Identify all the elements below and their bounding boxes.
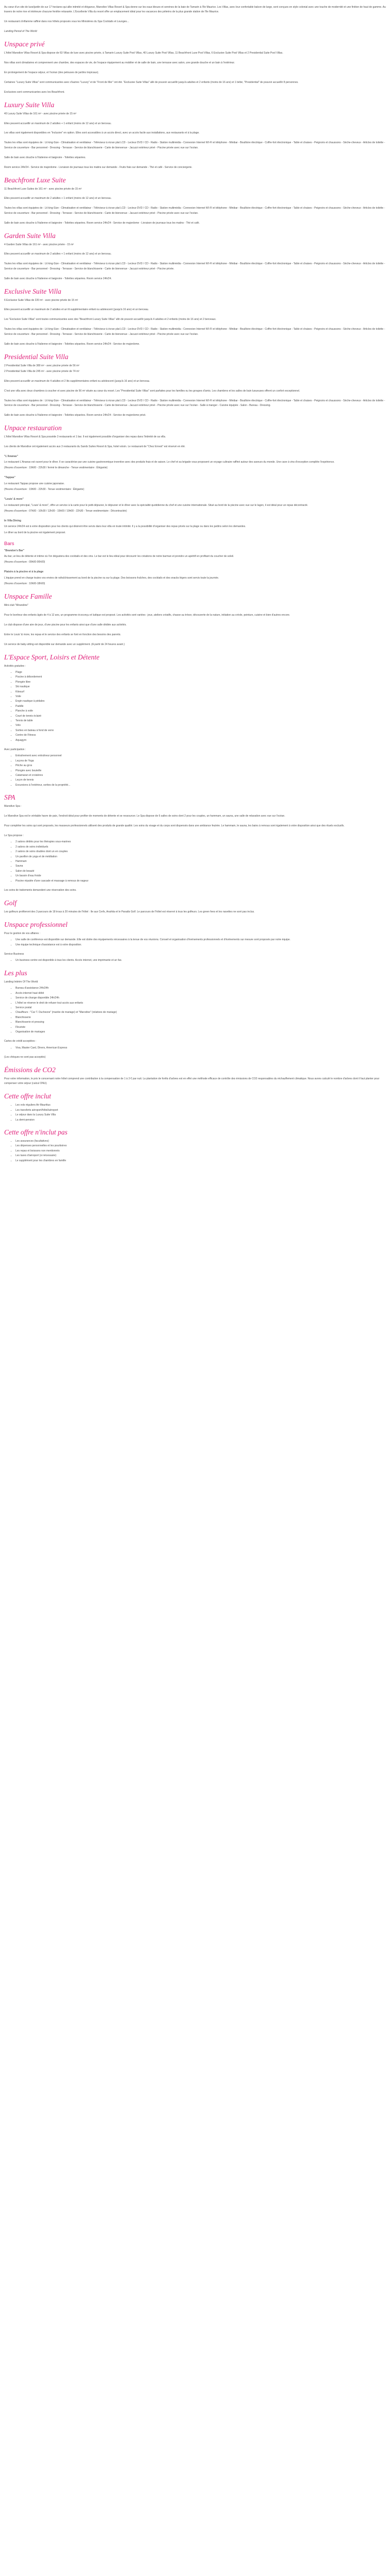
section-title-luxury: Luxury Suite Villa bbox=[4, 100, 55, 109]
paragraph: L'hôtel Marodive Villas Resort & Spa dispose de 63 Villas de luxe avec piscine privée, à Tamarin Luxury Suite Pool Villas, 40 Luxury Suite Pool Villas, 11 Beachfront Luxe Pool Villas, 6 Exclusive Suite Pool Villas et 2 Presidential Suite Pool Villas. bbox=[4, 52, 283, 55]
paragraph: Les golfeurs profiteront des 3 parcours de 18 trous à 20 minutes de l'hôtel : Ile aux Cerfs, Anahita et le Paradis Golf. Le parcours de l'hôtel est réservé à tous les golfeurs. Les green fees et les navettes ne sont pas inclus. bbox=[4, 910, 255, 913]
list-item: • Une équipe technique d'assistance est à votre disposition. bbox=[15, 943, 387, 947]
list-item: • Planche à voile bbox=[15, 709, 387, 714]
paragraph: (Heures d'ouverture : 07h00 - 10h30 / 12h00 - 15h00 / 19h00 - 22h30 - Tenue vestimentaire : Décontractée) bbox=[4, 509, 127, 513]
paragraph: Elles peuvent accueillir un maximum de 2 adultes + 1 enfant (moins de 12 ans) et un berceau. bbox=[4, 197, 112, 200]
paragraph: Salle de bain avec douche à l'italienne et baignoire - Toilettes séparées. Room service 24h/24 - Service de majordome - Livraison de journaux tous les matins - Thé et café. bbox=[4, 221, 200, 225]
paragraph: (Les chèques ne sont pas acceptés) bbox=[4, 1056, 46, 1059]
list-item: • Paddle bbox=[15, 704, 387, 709]
paragraph: (Heures d'ouverture : 09h00-00h00) bbox=[4, 561, 45, 564]
paid-activities-list bbox=[4, 754, 387, 788]
paragraph: Le restaurant Tappas propose une cuisine japonaise. bbox=[4, 482, 65, 485]
list-item: • Visa, Master Card, Diners, American Express bbox=[15, 1046, 387, 1050]
paragraph: Le Marodive Spa est le véritable havre de paix, l'endroit idéal pour profiter de moments de détente et se ressourcer. Le Spa dispose de 6 salles de soins dont 2 pour les couples, un hammam, un sauna, une salle de relaxation avec vue sur l'océan. bbox=[4, 815, 285, 818]
paragraph: Pour compléter les soins qui sont proposés, les masseurs professionnels utilisent des produits de grande qualité. Les soins du visage et du corps sont dispensés dans une ambiance feutrée. Le hammam, le sauna, les bains à remous sont également à votre disposition ainsi que des rituels exclusifs. bbox=[4, 824, 345, 828]
paragraph: Entre le Louis' & more, les repas et le service des enfants se font en fonction des besoins des parents. bbox=[4, 633, 121, 636]
paragraph: Le dîner au bord de la piscine est également proposé. bbox=[4, 531, 66, 534]
section-title-space: Unspace privé bbox=[4, 40, 45, 48]
list-item: • Les transferts aéroport/hôtel/aéroport bbox=[15, 1108, 387, 1113]
list-item: • Catamaran et croisières bbox=[15, 773, 387, 778]
not-included-list bbox=[4, 1139, 387, 1163]
paragraph: Salle de bain avec douche à l'italienne et baignoire - Toilettes séparées. Room service 24h/24 - Service de majordome privé. bbox=[4, 413, 146, 417]
professional-list bbox=[4, 938, 387, 947]
paragraph: (Heures d'ouverture : 10h00-18h00) bbox=[4, 582, 45, 586]
list-item: • Kitesurf bbox=[15, 690, 387, 694]
list-item: • Sorties en bateau à fond de verre bbox=[15, 728, 387, 733]
list-item: • Engin nautique à pédales bbox=[15, 699, 387, 704]
section-title-garden: Garden Suite Villa bbox=[4, 231, 56, 240]
spa-list bbox=[4, 840, 387, 884]
paragraph: Les "Exclusive Suite Villas" sont toutes communicantes avec des "Beachfront Luxury Suite Villas" afin de pouvoir accueillir jusqu'à 4 adultes et 2 enfants (moins de 16 ans) et 2 berceaux. bbox=[4, 318, 217, 321]
paragraph: Le club dispose d'une aire de jeux, d'une piscine pour les enfants ainsi que d'une salle dédiée aux activités. bbox=[4, 623, 127, 626]
section-title-beachfront: Beachfront Luxe Suite bbox=[4, 176, 66, 184]
list-item: • Hammam bbox=[15, 859, 387, 864]
list-item: • Sauna bbox=[15, 864, 387, 869]
list-item: • Vélo bbox=[15, 723, 387, 728]
list-item: • Fleuriste bbox=[15, 1025, 387, 1030]
paragraph: Pour le bonheur des enfants âgés de 4 à 12 ans, un programme écoconçu et ludique est proposé. Les activités sont variées : jeux, ateliers créatifs, chasse au trésor, découverte de la nature, initiation au créole, peinture, cuisine et bien d'autres encore. bbox=[4, 613, 290, 617]
paragraph: Toutes les villas sont équipées de : Lit king-Size - Climatisation et ventilateur - Téléviseur à écran plat LCD - Lecteur DVD / CD - Radio - Station multimédia - Connexion Internet WI-FI et téléphone - Minibar - Bouilloire électrique - Coffre-fort électronique - Table et chaises - Peignoirs et chaussons - Sèche-cheveux - Articles de toilette - Service de couverture - Bar personnel - Dressing - Terrasse - Service de blanchisserie - Carte de bienvenue - Jacuzzi extérieur privé - Piscine privée. bbox=[4, 262, 385, 270]
subtitle: 2 Presidential Suite Villa de 245 m² - avec piscine privée de 74 m² bbox=[4, 369, 79, 373]
list-item: • Un bassin d'eau froide bbox=[15, 874, 387, 878]
paragraph: Elles peuvent accueillir un maximum de 2 adultes et un lit supplémentaire enfant ou adolescent (jusqu'à 16 ans) et un berceau. bbox=[4, 308, 149, 312]
section-title-professional: Unspace professionnel bbox=[4, 920, 68, 928]
intro-paragraph: Au cœur d'un site de luxe/jardin de sur 17 hectares qui allie intimité et élégance, Marodive Villas Resort & Spa donne sur les eaux bleues et sereines de la baie de Tamarin à l'Ile Maurice. Les Villas, avec leur confortable balcon de large, sont conçues en style colonial avec une touche de modernité et une finition de haut de gamme. Au travers de notre rive et intérieure chacune fenêtre relaxante. L'Excellente Villa du resort offre un emplacement idéal pour les vacances des pèlerins de la plus grande station de l'Ile Maurice. bbox=[4, 6, 386, 14]
subtitle: Landing Intérim Of The World bbox=[4, 980, 38, 984]
cards-list bbox=[4, 1046, 387, 1050]
subtitle: 11 Beachfront Luxe Suites de 161 m² - avec piscine privée de 15 m² bbox=[4, 187, 82, 191]
paragraph: Le restaurant L'Ananas est ouvert pour le dîner. Il se caractérise par une cuisine gastronomique inventive avec des produits frais et de saison. Le chef et sa brigade vous proposent un voyage culinaire raffiné autour des saveurs du monde. Une cave à vins d'exception complète l'expérience. bbox=[4, 461, 335, 464]
paragraph: (Heures d'ouverture : 19h00 - 22h30 - Tenue vestimentaire : Élégante) bbox=[4, 488, 85, 492]
paragraph: Nos villas sont climatisées et comprennent une chambre, des espaces de vie, de l'espace équipement au mobilier et de salle de bain, une terrasse avec salon, une grande douche et un bain à l'extérieur. bbox=[4, 61, 235, 65]
paragraph: Pour votre information, le prix le concernant notre hôtel comprend une contribution à la compensation de 1 à 3 € par nuit. La plantation de forêts d'arbres est en effet une méthode efficace de contrôle des émissions de CO2 responsables du réchauffement climatique. Nous avons calculé le nombre d'arbres dont il faut planter pour compenser votre séjour (calcul ONU). bbox=[4, 1077, 380, 1086]
paragraph: Salle de bain avec douche à l'italienne et baignoire - Toilettes séparées. Room service 24h/24 - Service de majordome. bbox=[4, 342, 140, 346]
paragraph: Room service 24h/24 - Service de majordome - Livraison de journaux tous les matins sur demande - Fruits frais sur demande - Thé et café - Service de conciergerie. bbox=[4, 165, 192, 169]
list-item: • Les repas et boissons non mentionnés bbox=[15, 1149, 387, 1154]
paragraph: Le restaurant principal, "Louis' & more", offre un service à la carte pour le petit-déjeuner, le déjeuner et le dîner avec la spécialité quotidienne du chef et une cuisine internationale. Situé au bord de la piscine avec vue sur le lagon, il est idéal pour un repas décontracté. bbox=[4, 503, 308, 507]
paragraph: Toutes les villas sont équipées de : Lit king-Size - Climatisation et ventilateur - Téléviseur à écran plat LCD - Lecteur DVD / CD - Radio - Station multimédia - Connexion Internet WI-FI et téléphone - Minibar - Bouilloire électrique - Coffre-fort électronique - Table et chaises - Peignoirs et chaussons - Sèche-cheveux - Articles de toilette - Service de couverture - Bar personnel - Dressing - Terrasse - Service de blanchisserie - Carte de bienvenue - Jacuzzi extérieur privé - Piscine privée avec vue sur l'océan - Salle à manger - Cuisine équipée - Salon - Bureau - Dressing. bbox=[4, 399, 385, 408]
list-item: • 2 salons de soins doubles dont un en couples bbox=[15, 850, 387, 854]
paragraph: Exclusives sont communicantes avec les Beachfront. bbox=[4, 90, 65, 94]
subtitle: Service Business bbox=[4, 953, 24, 956]
paragraph: L'équipe prend en charge toutes vos envies de rafraîchissement au bord de la piscine ou sur la plage. Des boissons fraîches, des cocktails et des snacks légers sont servis toute la journée. bbox=[4, 576, 219, 580]
paragraph: Les soins de traitements demandent une réservation des soins. bbox=[4, 889, 77, 892]
paragraph: Salle de bain avec douche à l'italienne et baignoire - Toilettes séparées. Room service 24h/24. bbox=[4, 277, 112, 280]
list-item: • Voile bbox=[15, 694, 387, 699]
list-item: • Plongée avec bouteille bbox=[15, 769, 387, 773]
paragraph: Les villas sont également disponibles en "Inclusive" en option. Elles sont accessibles à un accès direct, avec un accès facile aux installations, aux restaurants et à la plage. bbox=[4, 131, 200, 135]
list-item: • Bureau d'assistance 24h/24h bbox=[15, 986, 387, 991]
section-title-included: Cette offre inclut bbox=[4, 1092, 51, 1100]
list-item: • Piscine réputée d'une cascade et massage à remous de nageur bbox=[15, 879, 387, 884]
list-item: • Plongée libre bbox=[15, 680, 387, 685]
section-title-spa: SPA bbox=[4, 793, 15, 802]
section-title-restaurant: Unpace restauration bbox=[4, 423, 62, 432]
paragraph: En prolongement de l'espace séjour, et l'océan (des pelouses de jardins tropicaux). bbox=[4, 71, 99, 74]
list-item: • Le séjour dans la Luxury Suite Villa bbox=[15, 1113, 387, 1117]
list-item: • Leçons de Yoga bbox=[15, 759, 387, 764]
list-item: • Salon de beauté bbox=[15, 869, 387, 874]
list-item: • Le supplément pour les chambres en famille bbox=[15, 1159, 387, 1163]
bar-name: Plaisirs à la piscine et à la plage bbox=[4, 570, 44, 574]
restaurant-name: "Louis' & more" bbox=[4, 498, 24, 501]
section-title-family: Unspace Famille bbox=[4, 592, 52, 600]
paragraph: Salle de bain avec douche à l'italienne et baignoire - Toilettes séparées. bbox=[4, 156, 86, 159]
paragraph: Toutes les villas sont équipées de : Lit king-Size - Climatisation et ventilateur - Téléviseur à écran plat LCD - Lecteur DVD / CD - Radio - Station multimédia - Connexion Internet WI-FI et téléphone - Minibar - Bouilloire électrique - Coffre-fort électronique - Table et chaises - Peignoirs et chaussons - Sèche-cheveux - Articles de toilette - Service de couverture - Bar personnel - Dressing - Terrasse - Service de blanchisserie - Carte de bienvenue - Jacuzzi extérieur privé - Piscine privée avec vue sur l'océan. bbox=[4, 207, 385, 215]
paragraph: Toutes les villas sont équipées de : Lit king-Size - Climatisation et ventilateur - Téléviseur à écran plat LCD - Lecteur DVD / CD - Radio - Station multimédia - Connexion Internet WI-FI et téléphone - Minibar - Bouilloire électrique - Coffre-fort électronique - Table et chaises - Peignoirs et chaussons - Sèche-cheveux - Articles de toilette - Service de couverture - Bar personnel - Dressing - Terrasse - Service de blanchisserie - Carte de bienvenue - Jacuzzi extérieur privé - Piscine privée avec vue sur l'océan. bbox=[4, 328, 385, 336]
list-item: • Les assurances (facultatives) bbox=[15, 1139, 387, 1144]
list-item: • Les taxes d'aéroport (si nécessaire) bbox=[15, 1154, 387, 1158]
list-item: • 2 salons de soins individuels bbox=[15, 845, 387, 850]
paragraph: Pour le gestion de vos affaires : bbox=[4, 931, 40, 935]
paragraph: Au bar, un lieu de détente et intime où l'on dégustera des cocktails et des vins. Le bar est le lieu idéal pour découvrir les créations de notre barman et prendre un apéritif en profitant du coucher de soleil. bbox=[4, 554, 234, 558]
intro-label: Landing Period of The World bbox=[4, 30, 37, 33]
list-item: • Chauffeurs : "Car T. Duchesne" (mariée de mariage) et "Marodive" (relatives de mariage) bbox=[15, 1010, 387, 1015]
paragraph: Toutes les villas sont équipées de : Lit king-Size - Climatisation et ventilateur - Téléviseur à écran plat LCD - Lecteur DVD / CD - Radio - Station multimédia - Connexion Internet WI-FI et téléphone - Minibar - Bouilloire électrique - Coffre-fort électronique - Table et chaises - Peignoirs et chaussons - Sèche-cheveux - Articles de toilette - Service de couverture - Bar personnel - Dressing - Terrasse - Service de blanchisserie - Carte de bienvenue - Jacuzzi extérieur privé - Piscine privée avec vue sur l'océan. bbox=[4, 141, 385, 149]
section-title-extras: Les plus bbox=[4, 969, 27, 977]
paragraph: Elles peuvent accueillir un maximum de 2 adultes + 1 enfant (moins de 12 ans) et un berceau. bbox=[4, 252, 112, 256]
subtitle: 4 Garden Suite Villas de 161 m² - avec piscine privée - 15 m² bbox=[4, 243, 74, 246]
paragraph: Cartes de crédit acceptées : bbox=[4, 1040, 37, 1043]
paragraph: Un service de baby-sitting est disponible sur demande avec un supplément. (A partir de 24 heures avant.) bbox=[4, 642, 125, 646]
subtitle: 6 Exclusive Suite Villas de 220 m² - avec piscine privée de 15 m² bbox=[4, 298, 78, 302]
list-item: • Un pavillon de yoga et de méditation bbox=[15, 855, 387, 859]
section-title-exclusive: Exclusive Suite Villa bbox=[4, 287, 61, 295]
subtitle: Mini-club "Mirandine" bbox=[4, 603, 28, 607]
list-item: • Tennis de table bbox=[15, 719, 387, 723]
list-item: • Blanchisserie et pressing bbox=[15, 1020, 387, 1025]
list-item: • Blanchisserie bbox=[15, 1015, 387, 1020]
list-item: • Excursions à l'extérieur, sorties de la propriété... bbox=[15, 783, 387, 788]
extras-list bbox=[4, 986, 387, 1035]
subtitle: Le Spa propose : bbox=[4, 834, 24, 837]
section-title-sport: L'Espace Sport, Loisirs et Détente bbox=[4, 653, 100, 661]
list-item: • Piscine à débordement bbox=[15, 675, 387, 680]
subtitle: Marodive Spa : bbox=[4, 805, 22, 808]
list-item: • Entraînement avec entraîneur personnel bbox=[15, 754, 387, 758]
list-item: • Pêche au gros bbox=[15, 764, 387, 768]
list-item: • Les vols réguliers Air Mauritius bbox=[15, 1103, 387, 1108]
paragraph: Un service 24h/24 est à votre disposition pour les clients qui désirent être servis dans leur villa en toute intimité. Il y a la possibilité d'organiser des repas privés sur la plage ou dans les jardins selon les demandes. bbox=[4, 525, 246, 529]
list-item: • 2 salons dédiés pour les thérapies sous-marines bbox=[15, 840, 387, 844]
list-item: • L'hôtel se réserve le droit de refuser tout accès aux enfants bbox=[15, 1001, 387, 1006]
paragraph: (Heures d'ouverture : 19h00 - 22h30 / fermé le dimanche - Tenue vestimentaire : Élégante) bbox=[4, 466, 108, 470]
list-item: • Les dépenses personnelles et les pourboires bbox=[15, 1144, 387, 1148]
paragraph: L'hôtel Marodive Villas Resort & Spa possède 3 restaurants et 1 bar. Il est également possible d'organiser des repas dans l'intimité de sa villa. bbox=[4, 435, 166, 438]
list-item: • Un business centre est disponible à tous les clients. Accès internet, une imprimante et un fax. bbox=[15, 958, 387, 963]
paragraph: Elles peuvent accueillir un maximum de 4 adultes et 2 lits supplémentaires enfant ou adolescent (jusqu'à 16 ans) et un berceau. bbox=[4, 379, 150, 383]
section-title-presidential: Presidential Suite Villa bbox=[4, 352, 69, 361]
list-item: • Une salle de conférence est disponible sur demande. Elle est dotée des équipements nécessaires à la tenue de vos réunions. Conseil et organisation d'événements professionnels et d'événements sur mesure sont proposés par notre équipe. bbox=[15, 938, 387, 942]
section-title-not-included: Cette offre n'inclut pas bbox=[4, 1128, 68, 1136]
list-item: • Centre de Fitness bbox=[15, 733, 387, 738]
list-item: • Ski nautique bbox=[15, 685, 387, 689]
subtitle: Avec participation : bbox=[4, 748, 26, 751]
restaurant-name: In Villa Dining bbox=[4, 519, 21, 522]
list-item: • Accès internet haut débit bbox=[15, 991, 387, 996]
intro-paragraph: Un restaurant s'inflamme raffiné dans nos hôtels proposés vous les Ministères du Spa Cocktails et Lounges... bbox=[4, 20, 129, 24]
restaurant-name: "L'Ananas" bbox=[4, 454, 19, 458]
list-item: • Organisation de mariages bbox=[15, 1030, 387, 1035]
restaurant-name: "Tappas" bbox=[4, 476, 15, 480]
business-list bbox=[4, 958, 387, 963]
list-item: • Court de tennis éclairé bbox=[15, 714, 387, 719]
paragraph: Certaines "Luxury Suite Villas" sont communicantes avec d'autres "Luxury" et de "Front de Mer" ont été. "Exclusive Suite Villas" allé de pouvoir accueillir jusqu'à adultes et 2 enfants (moins de 16 ans) et 1 bébé, "Presidential" de pouvoir accueillir 8 personnes. bbox=[4, 80, 299, 84]
list-item: • La demi-pension bbox=[15, 1118, 387, 1123]
list-item: • Service postal bbox=[15, 1006, 387, 1010]
bars-heading: Bars bbox=[4, 540, 14, 547]
subtitle: Activités gratuites : bbox=[4, 664, 26, 668]
paragraph: Les clients de Marodive ont également accès aux 3 restaurants du Sands Suites Resort & Spa, hotel voisin. Le restaurant de "Chez Ernest" est réservé en été. bbox=[4, 445, 186, 448]
list-item: • Plage bbox=[15, 670, 387, 675]
paragraph: Elles peuvent accueillir un maximum de 2 adultes + 1 enfant (moins de 12 ans) et un berceau. bbox=[4, 122, 112, 125]
free-activities-list bbox=[4, 670, 387, 743]
list-item: • Leçon de tennis bbox=[15, 778, 387, 783]
paragraph: C'est une villa avec deux chambres à coucher et avec piscine de 56 m² située au cœur du resort. Les "Presidential Suite Villas" sont parfaites pour les familles ou les groupes d'amis. Les chambres et les salles de bain luxueuses offrent un confort exceptionnel. bbox=[4, 389, 300, 393]
section-title-golf: Golf bbox=[4, 899, 17, 907]
list-item: • Aquagym bbox=[15, 738, 387, 743]
included-list bbox=[4, 1103, 387, 1123]
section-title-co2: Émissions de CO2 bbox=[4, 1066, 56, 1074]
list-item: • Service de change disponible 24h/24h bbox=[15, 996, 387, 1001]
subtitle: 2 Presidential Suite Villa de 380 m² - avec piscine privée de 56 m² bbox=[4, 364, 79, 367]
bar-name: "Brandon's Bar" bbox=[4, 549, 24, 552]
subtitle: 40 Luxury Suite Villas de 161 m² - avec piscine privée de 15 m² bbox=[4, 112, 76, 115]
